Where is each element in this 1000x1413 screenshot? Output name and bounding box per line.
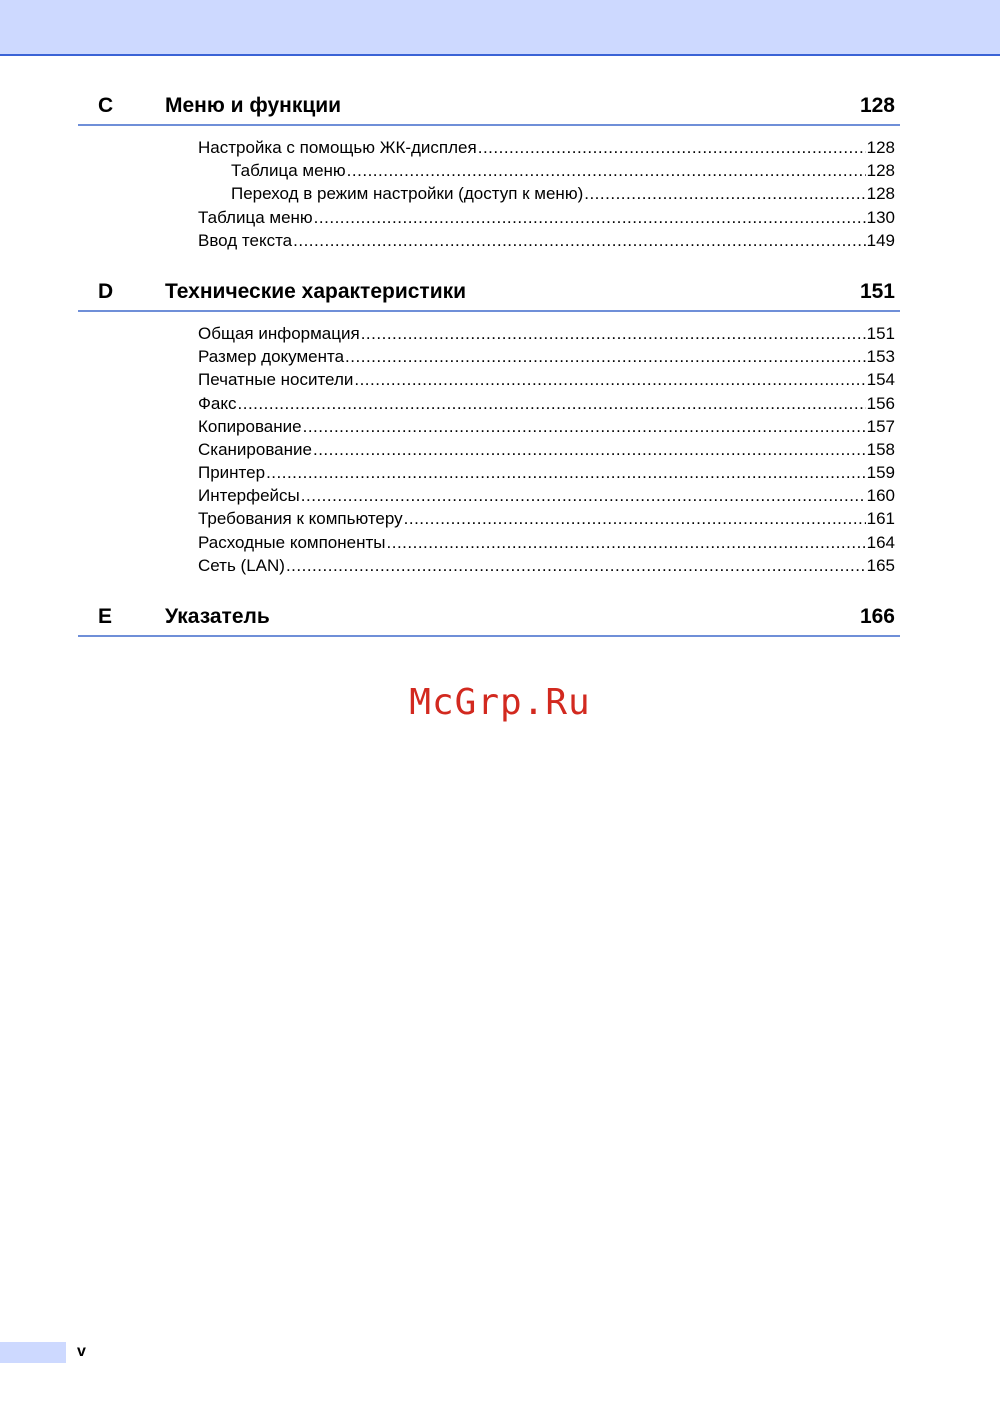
- section-page-number: 128: [859, 94, 895, 117]
- toc-section: [78, 88, 900, 252]
- dot-leader: [301, 484, 866, 507]
- toc-entry[interactable]: [78, 206, 900, 229]
- dot-leader: [314, 206, 866, 229]
- toc-entry-label: Переход в режим настройки (доступ к меню): [231, 184, 584, 204]
- toc-entry[interactable]: [78, 484, 900, 507]
- dot-leader: [345, 345, 866, 368]
- toc-entry-label: Принтер: [198, 463, 266, 483]
- section-header[interactable]: [78, 88, 900, 126]
- toc-entry[interactable]: [78, 345, 900, 368]
- dot-leader: [347, 159, 866, 182]
- toc-entry-label: Копирование: [198, 416, 302, 436]
- section-title: Технические характеристики: [165, 279, 467, 303]
- toc-entry[interactable]: [78, 182, 900, 205]
- dot-leader: [238, 392, 866, 415]
- toc-entry-page-number: 154: [866, 370, 895, 390]
- toc-entry-label: Общая информация: [198, 323, 360, 343]
- toc-entry[interactable]: [78, 415, 900, 438]
- toc-entry-page-number: 151: [866, 323, 895, 343]
- toc-entry-page-number: 153: [866, 347, 895, 367]
- toc-entry-label: Печатные носители: [198, 370, 354, 390]
- toc-entry-label: Факс: [198, 393, 237, 413]
- section-page-number: 166: [859, 605, 895, 628]
- toc-entry-label: Настройка с помощью ЖК-дисплея: [198, 138, 477, 157]
- toc-entry-page-number: 160: [866, 486, 895, 506]
- toc-entry-page-number: 128: [866, 184, 895, 204]
- section-header[interactable]: [78, 599, 900, 637]
- toc-entry-label: Расходные компоненты: [198, 532, 386, 552]
- section-letter: C: [98, 94, 114, 117]
- toc-entry-label: Сеть (LAN): [198, 555, 285, 575]
- toc-entry[interactable]: [78, 159, 900, 182]
- footer-page-number: v: [77, 1343, 86, 1360]
- toc-entry-page-number: 157: [866, 416, 895, 436]
- toc-entry[interactable]: [78, 368, 900, 391]
- footer-band: [0, 1342, 66, 1363]
- toc-entry-label: Таблица меню: [231, 161, 346, 181]
- toc-entry[interactable]: [78, 461, 900, 484]
- toc-entry[interactable]: [78, 136, 900, 159]
- section-title: Меню и функции: [165, 94, 342, 117]
- watermark: McGrp.Ru: [409, 682, 591, 723]
- toc-entry-label: Интерфейсы: [198, 486, 300, 506]
- toc-entry[interactable]: [78, 554, 900, 577]
- toc-entry-page-number: 130: [866, 207, 895, 227]
- section-entries: [78, 312, 900, 577]
- toc-entry-page-number: 149: [866, 230, 895, 250]
- section-header[interactable]: [78, 274, 900, 312]
- toc-entry[interactable]: [78, 438, 900, 461]
- toc-entry[interactable]: [78, 322, 900, 345]
- dot-leader: [286, 554, 866, 577]
- dot-leader: [584, 182, 865, 205]
- toc-entry-label: Ввод текста: [198, 230, 293, 250]
- header-band: [0, 0, 1000, 56]
- dot-leader: [293, 229, 865, 252]
- toc-entry-page-number: 165: [866, 555, 895, 575]
- toc-entry-label: Сканирование: [198, 439, 312, 459]
- toc-entry-page-number: 128: [866, 138, 895, 157]
- section-title: Указатель: [165, 605, 270, 628]
- toc-entry-label: Таблица меню: [198, 207, 313, 227]
- dot-leader: [313, 438, 866, 461]
- toc-entry-label: Размер документа: [198, 347, 345, 367]
- table-of-contents: [78, 88, 900, 659]
- section-page-number: 151: [859, 279, 895, 303]
- dot-leader: [354, 368, 865, 391]
- toc-entry[interactable]: [78, 229, 900, 252]
- toc-entry-page-number: 164: [866, 532, 895, 552]
- dot-leader: [303, 415, 866, 438]
- toc-section: [78, 274, 900, 577]
- section-entries: [78, 126, 900, 252]
- dot-leader: [404, 507, 866, 530]
- toc-entry-page-number: 161: [866, 509, 895, 529]
- toc-entry[interactable]: [78, 531, 900, 554]
- toc-entry-page-number: 156: [866, 393, 895, 413]
- dot-leader: [361, 322, 866, 345]
- dot-leader: [387, 531, 866, 554]
- toc-entry[interactable]: [78, 507, 900, 530]
- dot-leader: [266, 461, 866, 484]
- toc-section: [78, 599, 900, 637]
- toc-entry-page-number: 158: [866, 439, 895, 459]
- toc-entry[interactable]: [78, 392, 900, 415]
- section-letter: E: [98, 605, 113, 628]
- dot-leader: [478, 136, 866, 159]
- toc-entry-page-number: 159: [866, 463, 895, 483]
- toc-entry-page-number: 128: [866, 161, 895, 181]
- toc-entry-label: Требования к компьютеру: [198, 509, 403, 529]
- section-letter: D: [98, 279, 114, 303]
